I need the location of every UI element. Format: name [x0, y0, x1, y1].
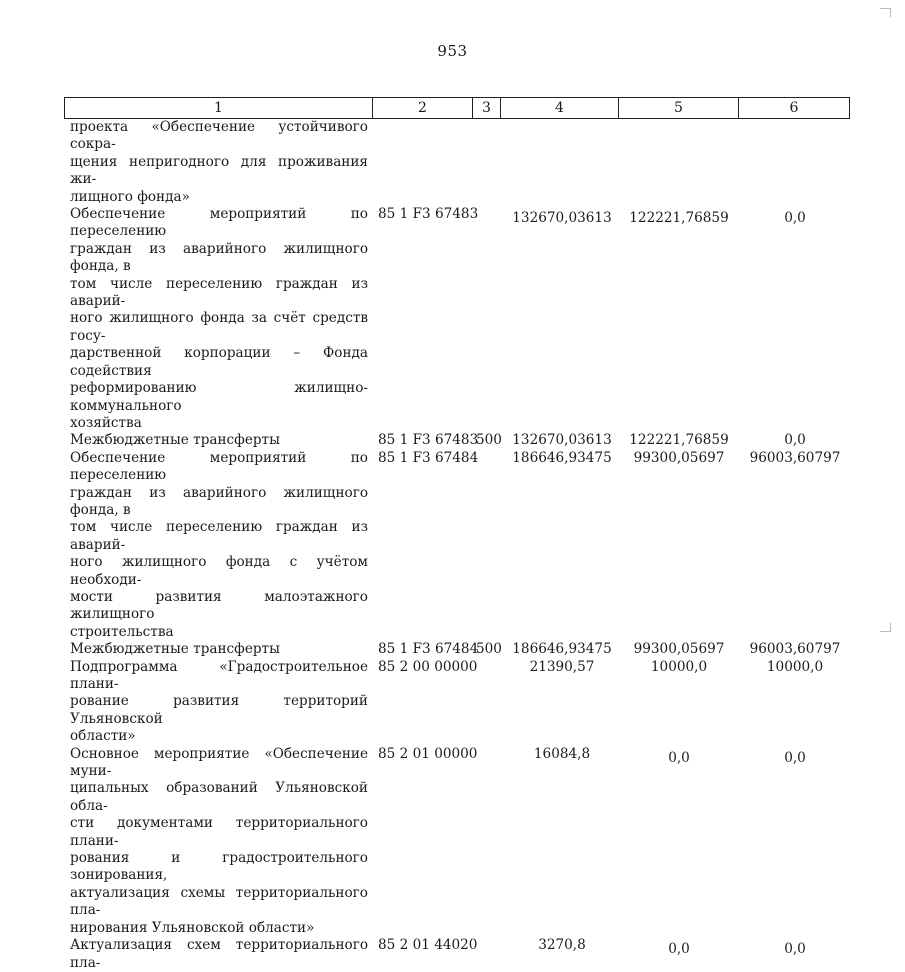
row-description: Основное мероприятие «Обеспечение муни- ципальных образований Ульяновской обла- сти документами территориального плани- рования и градостроительного зонирования, актуализация схемы территориального пла- нирования Ульяновской области» — [70, 745, 368, 936]
row-value-4: 132670,03613 — [512, 432, 612, 449]
header-col-3: 3 — [473, 98, 501, 118]
row-value-5: 122221,76859 — [629, 432, 729, 449]
row-value-6: 10000,0 — [766, 658, 824, 675]
row-code: 85 2 01 00000 — [378, 745, 478, 762]
row-value-6: 0,0 — [784, 432, 806, 449]
header-col-5: 5 — [619, 98, 739, 118]
row-value-4: 132670,03613 — [512, 210, 612, 227]
row-value-5: 99300,05697 — [633, 641, 725, 658]
table-row — [0, 659, 905, 746]
header-col-1: 1 — [65, 98, 373, 118]
row-value-5: 0,0 — [668, 749, 690, 766]
table-row — [0, 937, 905, 972]
row-type: 500 — [476, 432, 502, 449]
row-value-5: 122221,76859 — [629, 210, 729, 227]
header-col-2: 2 — [373, 98, 473, 118]
row-value-6: 96003,60797 — [749, 641, 841, 658]
row-code: 85 1 F3 67483 — [378, 206, 479, 223]
row-value-4: 3270,8 — [538, 937, 586, 954]
row-code: 85 2 00 00000 — [378, 658, 478, 675]
row-description: Обеспечение мероприятий по переселению граждан из аварийного жилищного фонда, в том числе переселению граждан из аварий- ного жилищного фонда с учётом необходи- мости развития малоэтажного жилищного строительства — [70, 449, 368, 640]
row-description: Межбюджетные трансферты — [70, 432, 280, 449]
header-col-4: 4 — [501, 98, 619, 118]
row-value-4: 186646,93475 — [512, 449, 612, 466]
table-body — [0, 119, 905, 972]
crop-mark-top — [880, 8, 891, 17]
table-row — [0, 119, 905, 206]
row-value-6: 96003,60797 — [749, 449, 841, 466]
row-code: 85 1 F3 67484 — [378, 449, 479, 466]
table-row — [0, 746, 905, 937]
row-value-4: 186646,93475 — [512, 641, 612, 658]
row-value-6: 0,0 — [784, 941, 806, 958]
row-description: Межбюджетные трансферты — [70, 641, 280, 658]
row-value-6: 0,0 — [784, 749, 806, 766]
row-value-6: 0,0 — [784, 210, 806, 227]
table-row — [0, 206, 905, 432]
row-value-5: 0,0 — [668, 941, 690, 958]
row-value-4: 21390,57 — [529, 658, 595, 675]
table-row — [0, 641, 905, 658]
row-description: Актуализация схем территориального пла- — [70, 937, 368, 971]
row-value-5: 10000,0 — [650, 658, 708, 675]
table-row — [0, 450, 905, 641]
row-description: проекта «Обеспечение устойчивого сокра- щения непригодного для проживания жи- лищного фонда» — [70, 119, 368, 205]
row-code: 85 1 F3 67484 — [378, 641, 479, 658]
page-number: 953 — [437, 42, 468, 60]
row-value-5: 99300,05697 — [633, 449, 725, 466]
header-col-6: 6 — [789, 100, 799, 116]
row-code: 85 1 F3 67483 — [378, 432, 479, 449]
row-description: Подпрограмма «Градостроительное плани- рование развития территорий Ульяновской области» — [70, 658, 368, 745]
table-header — [64, 97, 850, 119]
row-type: 500 — [476, 641, 502, 658]
row-value-4: 16084,8 — [533, 745, 591, 762]
row-description: Обеспечение мероприятий по переселению граждан из аварийного жилищного фонда, в том числе переселению граждан из аварий- ного жилищного фонда за счёт средств госу- дарственной корпорации – Фонда содействия реформированию жилищно-коммунального хозяйства — [70, 206, 368, 431]
table-row — [0, 432, 905, 449]
row-code: 85 2 01 44020 — [378, 937, 478, 954]
